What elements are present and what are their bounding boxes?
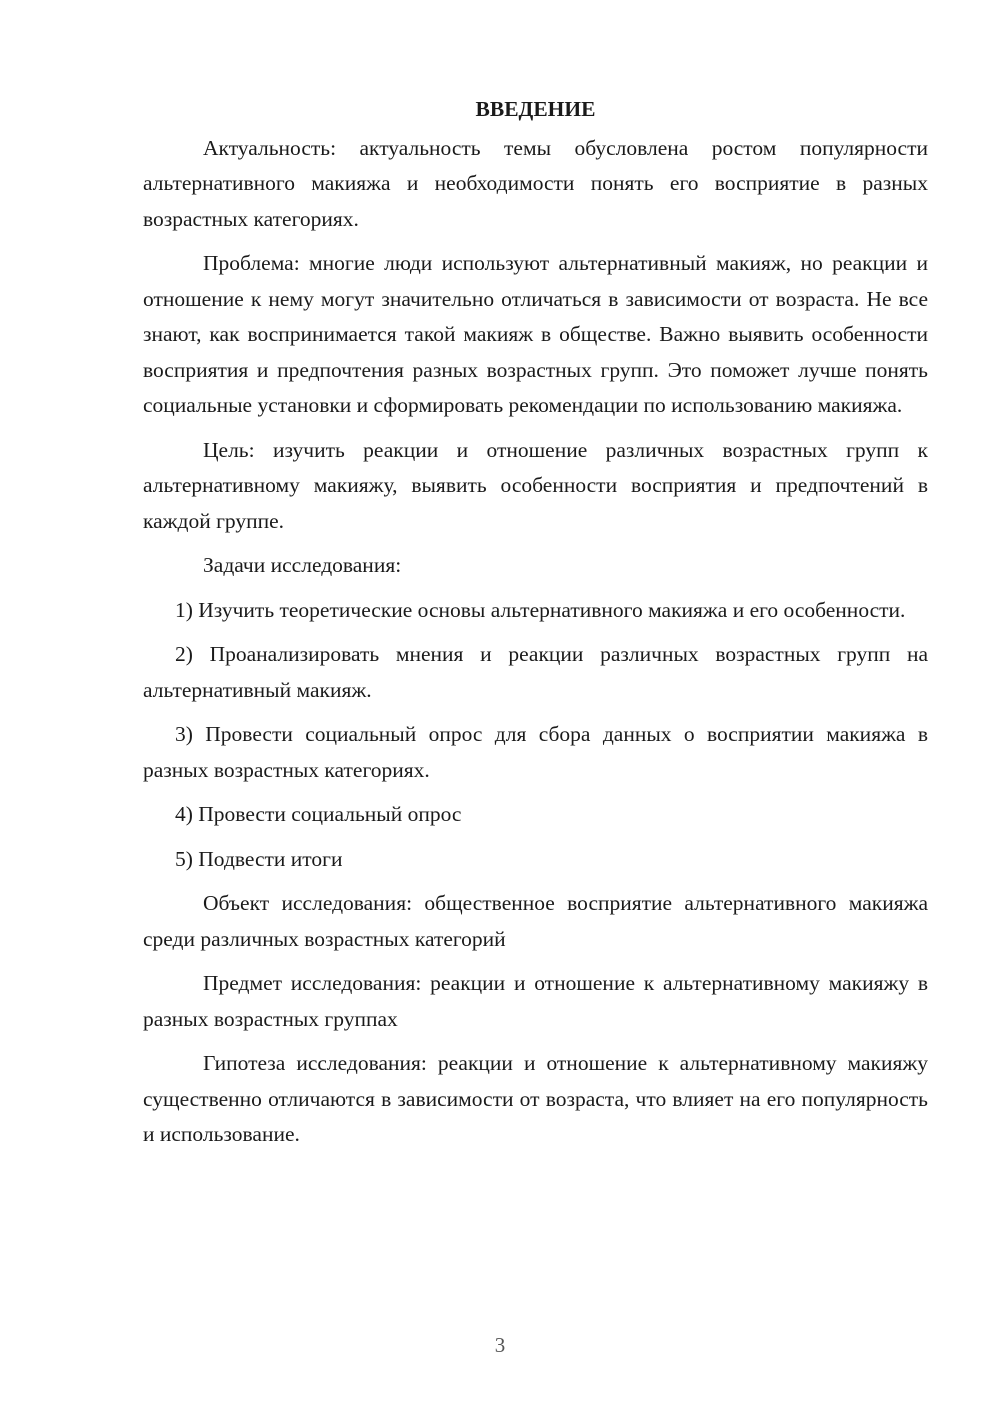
task-item-5: 5) Подвести итоги bbox=[175, 846, 343, 871]
task-item-4: 4) Провести социальный опрос bbox=[175, 802, 462, 826]
task-item-2: 2) Проанализировать мнения и реакции различных возрастных групп на альтернативный макияж. bbox=[143, 642, 928, 702]
subject-paragraph: Предмет исследования: реакции и отношение к альтернативному макияжу в разных возрастных группах bbox=[143, 971, 928, 1031]
problem-paragraph: Проблема: многие люди используют альтернативный макияж, но реакции и отношение к нему могут значительно отличаться в зависимости от возраста. Не все знают, как воспринимается такой макияж в обществе. Важно выявить особенности восприятия и предпочтения разных возрастных групп. Это поможет лучше понять социальные установки и сформировать рекомендации по использованию макияжа. bbox=[143, 251, 928, 417]
section-title: ВВЕДЕНИЕ bbox=[475, 97, 596, 121]
object-paragraph: Объект исследования: общественное восприятие альтернативного макияжа среди различных возрастных категорий bbox=[143, 891, 928, 951]
task-item-3: 3) Провести социальный опрос для сбора данных о восприятии макияжа в разных возрастных категориях. bbox=[143, 722, 928, 782]
task-item-1: 1) Изучить теоретические основы альтернативного макияжа и его особенности. bbox=[175, 597, 906, 622]
page-number: 3 bbox=[494, 1333, 506, 1357]
goal-paragraph: Цель: изучить реакции и отношение различных возрастных групп к альтернативному макияжу, выявить особенности восприятия и предпочтений в каждой группе. bbox=[143, 437, 928, 533]
tasks-heading: Задачи исследования: bbox=[203, 553, 402, 577]
hypothesis-paragraph: Гипотеза исследования: реакции и отношение к альтернативному макияжу существенно отличаются в зависимости от возраста, что влияет на его популярность и использование. bbox=[143, 1051, 928, 1146]
relevance-paragraph: Актуальность: актуальность темы обусловлена ростом популярности альтернативного макияжа и необходимости понять его восприятие в разных возрастных категориях. bbox=[143, 135, 928, 231]
page-content bbox=[143, 92, 928, 1162]
